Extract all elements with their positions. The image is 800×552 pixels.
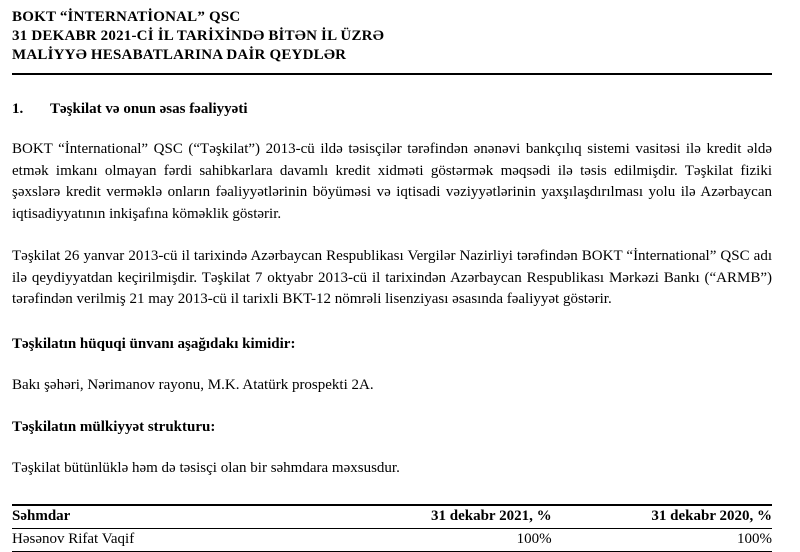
ownership-structure-text: Təşkilat bütünlüklə həm də təsisçi olan bir səhmdara məxsusdur. bbox=[12, 459, 400, 476]
section-number: 1. bbox=[12, 101, 24, 117]
section-1-heading bbox=[12, 101, 772, 118]
ownership-structure-heading: Təşkilatın mülkiyyət strukturu: bbox=[12, 418, 216, 435]
cell-shareholder-name: Həsənov Rifat Vaqif bbox=[12, 528, 331, 551]
doc-title-line1: BOKT “İNTERNATİONAL” QSC bbox=[12, 9, 241, 25]
shareholders-table-body bbox=[12, 528, 772, 551]
paragraph-organization-intro: BOKT “İnternational” QSC (“Təşkilat”) 2013-cü ildə təsisçilər tərəfindən ənənəvi bankçılıq sistemi vasitəsi ilə kredit əldə etmək imkanı olmayan fərdi sahibkarlara davamlı kredit xidməti göstərmək məqsədi ilə təsis edilmişdir. Təşkilat fiziki şəxslərə kredit verməklə onların fəaliyyətlərinin böyüməsi və iqtisadi vəziyyətlərinin yaxşılaşdırılması yolu ilə Azərbaycan iqtisadiyyatının inkişafına köməklik göstərir. bbox=[12, 141, 772, 222]
legal-address-heading: Təşkilatın hüquqi ünvanı aşağıdakı kimidir: bbox=[12, 335, 296, 352]
legal-address-text: Bakı şəhəri, Nərimanov rayonu, M.K. Atatürk prospekti 2A. bbox=[12, 376, 374, 393]
doc-title-line3: MALİYYƏ HESABATLARINA DAİR QEYDLƏR bbox=[12, 47, 347, 63]
table-header-row bbox=[12, 505, 772, 529]
column-header-shareholder: Səhmdar bbox=[12, 505, 331, 529]
doc-title-line2: 31 DEKABR 2021-Cİ İL TARİXİNDƏ BİTƏN İL ÜZRƏ bbox=[12, 28, 384, 44]
cell-share-2021: 100% bbox=[331, 528, 551, 551]
section-title: Təşkilat və onun əsas fəaliyyəti bbox=[50, 101, 248, 117]
document-header bbox=[12, 8, 772, 75]
shareholders-table bbox=[12, 504, 772, 552]
column-header-2021: 31 dekabr 2021, % bbox=[331, 505, 551, 529]
cell-share-2020: 100% bbox=[552, 528, 772, 551]
shareholders-table-head bbox=[12, 505, 772, 529]
table-row bbox=[12, 528, 772, 551]
paragraph-registration: Təşkilat 26 yanvar 2013-cü il tarixində Azərbaycan Respublikası Vergilər Nazirliyi tərəfindən BOKT “İnternational” QSC adı ilə qeydiyyatdan keçirilmişdir. Təşkilat 7 oktyabr 2013-cü il tarixindən Azərbaycan Respublikası Mərkəzi Bankı (“ARMB”) tərəfindən verilmiş 21 may 2013-cü il tarixli BKT-12 nömrəli lisenziyası əsasında fəaliyyət göstərir. bbox=[12, 248, 772, 307]
column-header-2020: 31 dekabr 2020, % bbox=[552, 505, 772, 529]
